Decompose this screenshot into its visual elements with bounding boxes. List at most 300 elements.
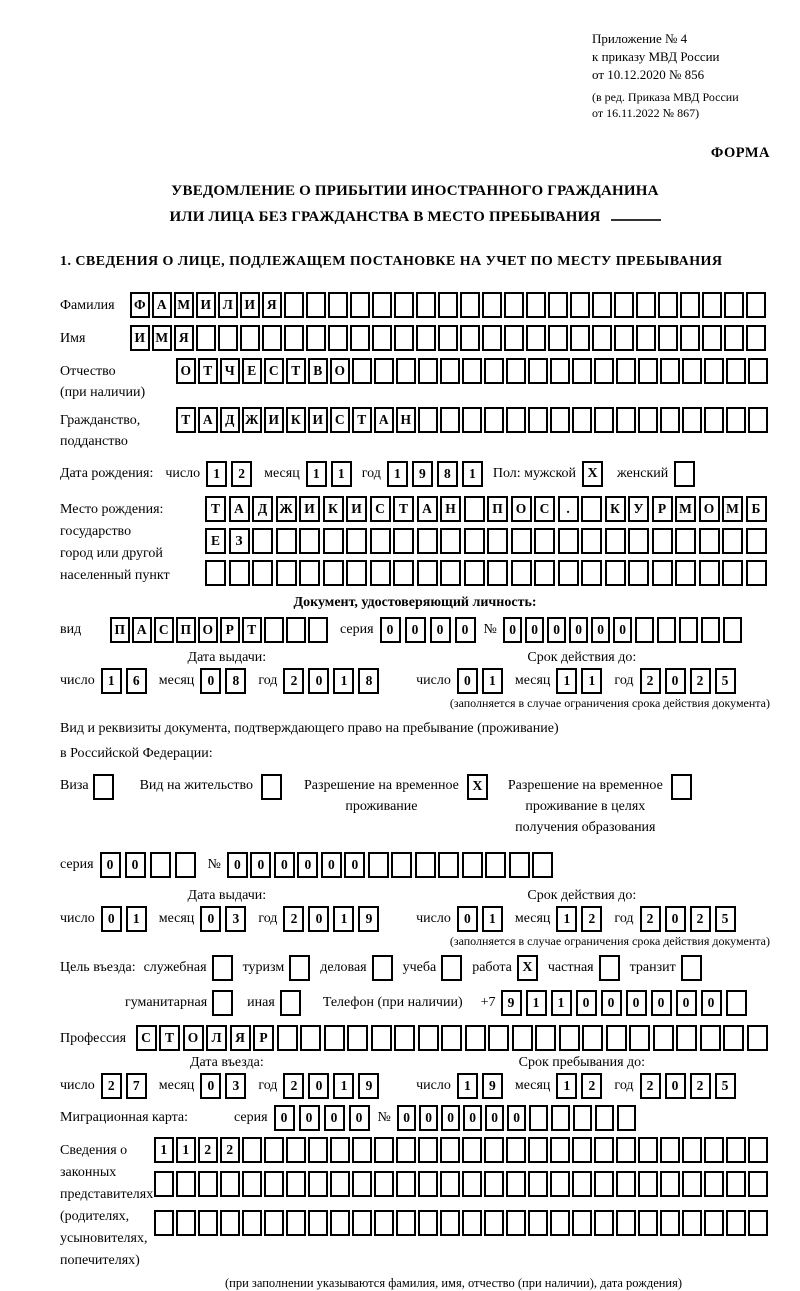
grid-cell[interactable] [550,1171,570,1197]
grid-cell[interactable]: Н [396,407,416,433]
grid-cell[interactable]: 2 [283,668,304,694]
grid-cell[interactable] [264,1210,284,1236]
grid-cell[interactable]: 1 [333,668,354,694]
grid-cell[interactable] [462,358,482,384]
grid-cell[interactable] [550,407,570,433]
grid-cell[interactable]: Т [159,1025,180,1051]
grid-cell[interactable] [396,358,416,384]
grid-cell[interactable] [660,407,680,433]
grid-cell[interactable] [484,1210,504,1236]
grid-cell[interactable]: А [417,496,438,522]
grid-cell[interactable] [484,407,504,433]
grid-cell[interactable]: П [487,496,508,522]
grid-cell[interactable]: 0 [274,1105,295,1131]
grid-cell[interactable]: 0 [576,990,597,1016]
grid-cell[interactable] [682,1137,702,1163]
grid-cell[interactable] [176,1210,196,1236]
grid-cell[interactable] [242,1171,262,1197]
grid-cell[interactable] [504,292,524,318]
grid-cell[interactable] [372,292,392,318]
grid-cell[interactable]: 0 [457,906,478,932]
grid-cell[interactable] [652,528,673,554]
grid-cell[interactable] [262,325,282,351]
grid-cell[interactable]: 3 [225,1073,246,1099]
grid-cell[interactable]: Л [218,292,238,318]
grid-cell[interactable] [370,560,391,586]
grid-cell[interactable] [592,292,612,318]
grid-cell[interactable] [606,1025,627,1051]
grid-cell[interactable]: Н [440,496,461,522]
grid-cell[interactable] [306,325,326,351]
grid-cell[interactable]: П [176,617,196,643]
grid-cell[interactable]: 0 [250,852,271,878]
grid-cell[interactable] [462,852,483,878]
grid-cell[interactable]: К [605,496,626,522]
grid-cell[interactable]: 1 [176,1137,196,1163]
grid-cell[interactable] [704,358,724,384]
grid-cell[interactable]: Т [205,496,226,522]
grid-cell[interactable] [581,496,602,522]
purpose-work-checkbox[interactable]: X [517,955,538,981]
grid-cell[interactable]: 0 [200,1073,221,1099]
sex-female-checkbox[interactable] [674,461,695,487]
grid-cell[interactable] [284,325,304,351]
grid-cell[interactable] [528,407,548,433]
grid-cell[interactable] [277,1025,298,1051]
grid-cell[interactable] [482,292,502,318]
grid-cell[interactable]: Ч [220,358,240,384]
grid-cell[interactable]: 0 [651,990,672,1016]
grid-cell[interactable]: 1 [556,668,577,694]
grid-cell[interactable] [748,1137,768,1163]
grid-cell[interactable]: У [628,496,649,522]
grid-cell[interactable]: 5 [715,906,736,932]
grid-cell[interactable] [660,1171,680,1197]
grid-cell[interactable]: Е [205,528,226,554]
grid-cell[interactable]: О [198,617,218,643]
grid-cell[interactable] [605,528,626,554]
grid-cell[interactable]: 0 [349,1105,370,1131]
grid-cell[interactable] [528,1137,548,1163]
grid-cell[interactable]: Я [262,292,282,318]
grid-cell[interactable] [551,1105,571,1131]
purpose-humanitarian-checkbox[interactable] [212,990,233,1016]
grid-cell[interactable] [441,1025,462,1051]
grid-cell[interactable] [595,1105,615,1131]
grid-cell[interactable]: И [264,407,284,433]
grid-cell[interactable]: 1 [331,461,352,487]
grid-cell[interactable] [154,1210,174,1236]
grid-cell[interactable] [462,407,482,433]
grid-cell[interactable] [726,990,747,1016]
grid-cell[interactable]: Ж [276,496,297,522]
grid-cell[interactable] [704,1171,724,1197]
grid-cell[interactable] [306,292,326,318]
grid-cell[interactable] [594,407,614,433]
grid-cell[interactable] [680,292,700,318]
grid-cell[interactable] [548,325,568,351]
grid-cell[interactable]: 0 [200,668,221,694]
grid-cell[interactable]: 0 [321,852,342,878]
grid-cell[interactable]: 2 [198,1137,218,1163]
grid-cell[interactable]: 0 [701,990,722,1016]
grid-cell[interactable] [324,1025,345,1051]
edu-residence-checkbox[interactable] [671,774,692,800]
grid-cell[interactable]: 0 [569,617,589,643]
grid-cell[interactable] [415,852,436,878]
grid-cell[interactable] [462,1137,482,1163]
grid-cell[interactable] [308,1210,328,1236]
grid-cell[interactable] [723,1025,744,1051]
grid-cell[interactable] [396,1171,416,1197]
grid-cell[interactable] [299,560,320,586]
grid-cell[interactable]: 0 [665,668,686,694]
grid-cell[interactable] [464,528,485,554]
grid-cell[interactable] [636,325,656,351]
grid-cell[interactable]: 6 [126,668,147,694]
grid-cell[interactable]: С [154,617,174,643]
grid-cell[interactable] [617,1105,637,1131]
grid-cell[interactable] [658,325,678,351]
grid-cell[interactable] [346,528,367,554]
grid-cell[interactable] [616,1171,636,1197]
sex-male-checkbox[interactable]: X [582,461,603,487]
grid-cell[interactable] [264,1171,284,1197]
grid-cell[interactable] [328,292,348,318]
grid-cell[interactable] [242,1137,262,1163]
grid-cell[interactable]: 0 [591,617,611,643]
grid-cell[interactable]: 1 [526,990,547,1016]
grid-cell[interactable] [702,292,722,318]
grid-cell[interactable] [701,617,721,643]
grid-cell[interactable]: 0 [227,852,248,878]
grid-cell[interactable] [629,1025,650,1051]
grid-cell[interactable] [726,358,746,384]
grid-cell[interactable] [594,1171,614,1197]
grid-cell[interactable] [702,325,722,351]
grid-cell[interactable]: 1 [556,1073,577,1099]
grid-cell[interactable] [550,358,570,384]
grid-cell[interactable]: 5 [715,1073,736,1099]
grid-cell[interactable] [347,1025,368,1051]
grid-cell[interactable] [220,1210,240,1236]
grid-cell[interactable] [535,1025,556,1051]
grid-cell[interactable] [605,560,626,586]
grid-cell[interactable]: 9 [412,461,433,487]
grid-cell[interactable] [511,560,532,586]
grid-cell[interactable] [417,528,438,554]
grid-cell[interactable] [198,1210,218,1236]
grid-cell[interactable] [528,358,548,384]
grid-cell[interactable] [704,1137,724,1163]
grid-cell[interactable] [394,1025,415,1051]
grid-cell[interactable]: 0 [324,1105,345,1131]
grid-cell[interactable] [154,1171,174,1197]
grid-cell[interactable] [594,1210,614,1236]
grid-cell[interactable] [418,1025,439,1051]
grid-cell[interactable]: 5 [715,668,736,694]
grid-cell[interactable] [440,407,460,433]
grid-cell[interactable] [393,560,414,586]
grid-cell[interactable] [330,1210,350,1236]
grid-cell[interactable]: 0 [463,1105,483,1131]
grid-cell[interactable]: 0 [676,990,697,1016]
grid-cell[interactable] [488,1025,509,1051]
grid-cell[interactable]: 1 [581,668,602,694]
grid-cell[interactable] [748,1210,768,1236]
grid-cell[interactable]: М [152,325,172,351]
grid-cell[interactable] [747,1025,768,1051]
grid-cell[interactable]: 0 [125,852,146,878]
grid-cell[interactable] [460,325,480,351]
grid-cell[interactable]: И [240,292,260,318]
grid-cell[interactable] [440,1210,460,1236]
grid-cell[interactable] [276,560,297,586]
grid-cell[interactable] [368,852,389,878]
grid-cell[interactable]: Б [746,496,767,522]
grid-cell[interactable] [350,325,370,351]
purpose-other-checkbox[interactable] [280,990,301,1016]
grid-cell[interactable] [722,560,743,586]
grid-cell[interactable]: 2 [581,1073,602,1099]
grid-cell[interactable]: О [176,358,196,384]
grid-cell[interactable]: 2 [101,1073,122,1099]
grid-cell[interactable] [394,292,414,318]
purpose-private-checkbox[interactable] [599,955,620,981]
grid-cell[interactable]: 1 [154,1137,174,1163]
grid-cell[interactable] [506,1137,526,1163]
grid-cell[interactable] [726,1171,746,1197]
grid-cell[interactable]: 1 [482,668,503,694]
grid-cell[interactable]: 3 [225,906,246,932]
grid-cell[interactable] [635,617,655,643]
grid-cell[interactable] [746,528,767,554]
grid-cell[interactable]: Т [352,407,372,433]
grid-cell[interactable]: 0 [274,852,295,878]
grid-cell[interactable]: 8 [358,668,379,694]
grid-cell[interactable] [550,1210,570,1236]
grid-cell[interactable] [205,560,226,586]
grid-cell[interactable] [628,560,649,586]
grid-cell[interactable] [532,852,553,878]
grid-cell[interactable]: 1 [306,461,327,487]
grid-cell[interactable] [462,1210,482,1236]
grid-cell[interactable]: М [722,496,743,522]
grid-cell[interactable] [638,1137,658,1163]
grid-cell[interactable] [286,617,306,643]
grid-cell[interactable]: 0 [299,1105,320,1131]
grid-cell[interactable] [526,325,546,351]
grid-cell[interactable] [529,1105,549,1131]
grid-cell[interactable]: 8 [437,461,458,487]
grid-cell[interactable] [440,1137,460,1163]
grid-cell[interactable]: О [699,496,720,522]
grid-cell[interactable] [616,1210,636,1236]
grid-cell[interactable] [440,358,460,384]
grid-cell[interactable] [264,1137,284,1163]
grid-cell[interactable]: С [330,407,350,433]
grid-cell[interactable] [638,1210,658,1236]
grid-cell[interactable] [372,325,392,351]
grid-cell[interactable] [628,528,649,554]
grid-cell[interactable] [679,617,699,643]
grid-cell[interactable] [726,407,746,433]
grid-cell[interactable]: 0 [344,852,365,878]
grid-cell[interactable]: 1 [101,668,122,694]
grid-cell[interactable] [252,528,273,554]
grid-cell[interactable]: 0 [405,617,426,643]
grid-cell[interactable] [150,852,171,878]
grid-cell[interactable] [300,1025,321,1051]
grid-cell[interactable] [308,617,328,643]
grid-cell[interactable] [323,528,344,554]
grid-cell[interactable]: 1 [387,461,408,487]
grid-cell[interactable]: 0 [308,1073,329,1099]
grid-cell[interactable] [418,358,438,384]
grid-cell[interactable] [220,1171,240,1197]
grid-cell[interactable]: 0 [430,617,451,643]
grid-cell[interactable] [616,407,636,433]
grid-cell[interactable] [682,1210,702,1236]
grid-cell[interactable] [308,1171,328,1197]
grid-cell[interactable] [682,358,702,384]
grid-cell[interactable] [699,560,720,586]
grid-cell[interactable] [636,292,656,318]
grid-cell[interactable] [558,528,579,554]
grid-cell[interactable] [748,358,768,384]
grid-cell[interactable] [748,407,768,433]
grid-cell[interactable]: 0 [665,1073,686,1099]
grid-cell[interactable] [196,325,216,351]
grid-cell[interactable]: 0 [380,617,401,643]
grid-cell[interactable] [592,325,612,351]
grid-cell[interactable]: 1 [333,1073,354,1099]
grid-cell[interactable] [374,1137,394,1163]
visa-checkbox[interactable] [93,774,114,800]
grid-cell[interactable]: 1 [126,906,147,932]
grid-cell[interactable] [660,1137,680,1163]
grid-cell[interactable]: Т [286,358,306,384]
grid-cell[interactable] [506,358,526,384]
grid-cell[interactable] [746,292,766,318]
grid-cell[interactable] [528,1171,548,1197]
grid-cell[interactable] [370,528,391,554]
grid-cell[interactable] [462,1171,482,1197]
grid-cell[interactable]: О [330,358,350,384]
grid-cell[interactable] [416,325,436,351]
grid-cell[interactable] [682,407,702,433]
grid-cell[interactable] [594,1137,614,1163]
grid-cell[interactable]: 0 [525,617,545,643]
grid-cell[interactable] [276,528,297,554]
grid-cell[interactable]: Е [242,358,262,384]
grid-cell[interactable] [658,292,678,318]
grid-cell[interactable]: 2 [283,906,304,932]
grid-cell[interactable]: 0 [308,668,329,694]
grid-cell[interactable]: Т [393,496,414,522]
grid-cell[interactable] [504,325,524,351]
grid-cell[interactable] [252,560,273,586]
grid-cell[interactable] [558,560,579,586]
grid-cell[interactable] [748,1171,768,1197]
grid-cell[interactable] [724,292,744,318]
grid-cell[interactable] [653,1025,674,1051]
grid-cell[interactable] [581,560,602,586]
grid-cell[interactable]: И [308,407,328,433]
grid-cell[interactable] [418,1210,438,1236]
temp-residence-checkbox[interactable]: X [467,774,488,800]
grid-cell[interactable]: 2 [640,668,661,694]
grid-cell[interactable] [176,1171,196,1197]
grid-cell[interactable] [485,852,506,878]
grid-cell[interactable] [652,560,673,586]
grid-cell[interactable] [330,1137,350,1163]
grid-cell[interactable]: И [299,496,320,522]
grid-cell[interactable] [675,528,696,554]
grid-cell[interactable] [346,560,367,586]
grid-cell[interactable] [704,1210,724,1236]
grid-cell[interactable]: Р [652,496,673,522]
grid-cell[interactable] [308,1137,328,1163]
grid-cell[interactable] [374,358,394,384]
grid-cell[interactable]: 1 [333,906,354,932]
grid-cell[interactable] [438,292,458,318]
grid-cell[interactable] [416,292,436,318]
grid-cell[interactable]: 0 [507,1105,527,1131]
grid-cell[interactable]: Я [174,325,194,351]
grid-cell[interactable] [418,1171,438,1197]
grid-cell[interactable] [418,1137,438,1163]
grid-cell[interactable]: 1 [462,461,483,487]
grid-cell[interactable] [506,1210,526,1236]
grid-cell[interactable] [506,1171,526,1197]
grid-cell[interactable]: Д [220,407,240,433]
grid-cell[interactable] [506,407,526,433]
grid-cell[interactable] [394,325,414,351]
grid-cell[interactable]: М [675,496,696,522]
grid-cell[interactable]: 0 [613,617,633,643]
grid-cell[interactable]: Д [252,496,273,522]
grid-cell[interactable]: . [558,496,579,522]
grid-cell[interactable] [484,1137,504,1163]
grid-cell[interactable]: 0 [100,852,121,878]
grid-cell[interactable]: 0 [665,906,686,932]
grid-cell[interactable]: 2 [581,906,602,932]
grid-cell[interactable]: 1 [457,1073,478,1099]
purpose-study-checkbox[interactable] [441,955,462,981]
grid-cell[interactable]: И [346,496,367,522]
grid-cell[interactable] [286,1171,306,1197]
grid-cell[interactable] [464,496,485,522]
grid-cell[interactable] [614,325,634,351]
grid-cell[interactable] [746,325,766,351]
grid-cell[interactable]: 0 [485,1105,505,1131]
grid-cell[interactable] [482,325,502,351]
grid-cell[interactable]: С [370,496,391,522]
grid-cell[interactable] [657,617,677,643]
grid-cell[interactable]: 2 [690,668,711,694]
grid-cell[interactable]: Л [206,1025,227,1051]
grid-cell[interactable] [417,560,438,586]
grid-cell[interactable] [572,1137,592,1163]
grid-cell[interactable]: Т [176,407,196,433]
grid-cell[interactable]: А [374,407,394,433]
grid-cell[interactable] [396,1210,416,1236]
grid-cell[interactable] [581,528,602,554]
grid-cell[interactable] [396,1137,416,1163]
grid-cell[interactable]: 1 [206,461,227,487]
grid-cell[interactable] [614,292,634,318]
